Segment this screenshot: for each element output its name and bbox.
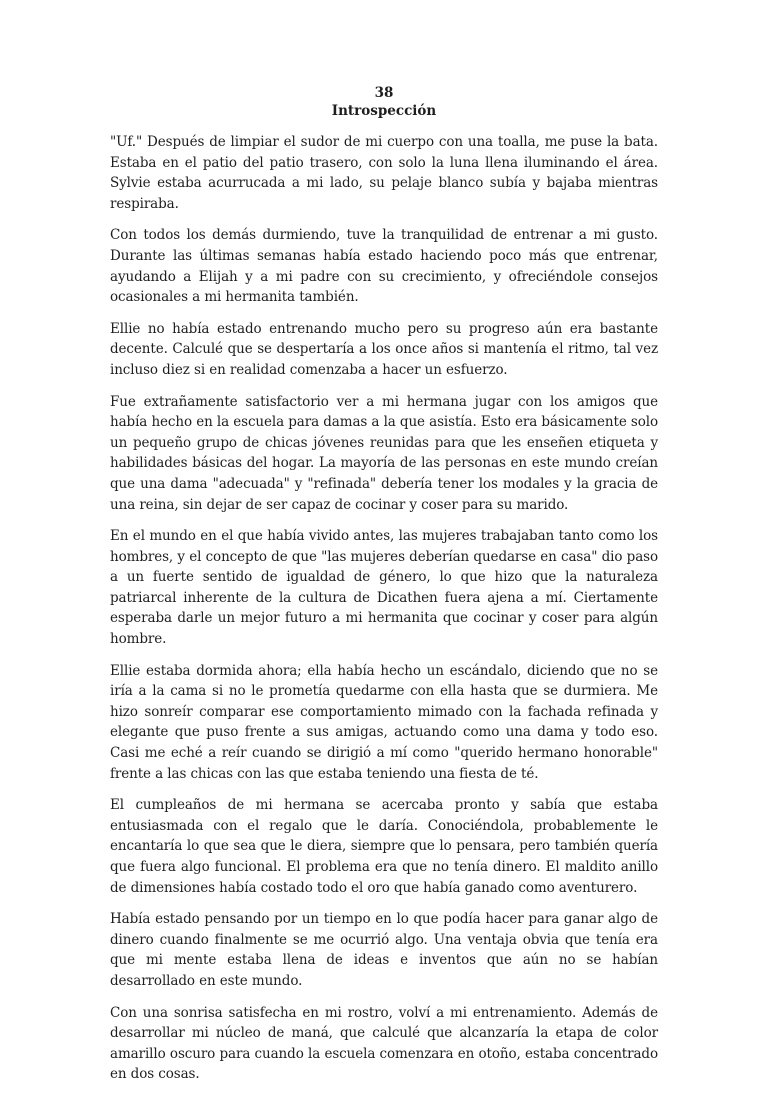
paragraph: Ellie estaba dormida ahora; ella había hecho un escándalo, diciendo que no se iría a la cama si no le prometía quedarme con ella hasta que se durmiera. Me hizo sonreír comparar ese comportamiento mimado con la fachada refinada y elegante que puso frente a sus amigas, actuando como una dama y todo eso. Casi me eché a reír cuando se dirigió a mí como "querido hermano honorable" frente a las chicas con las que estaba teniendo una fiesta de té. <box>110 662 658 782</box>
document-page <box>110 84 658 1096</box>
paragraph: El cumpleaños de mi hermana se acercaba pronto y sabía que estaba entusiasmada con el regalo que le daría. Conociéndola, probablemente le encantaría lo que sea que le diera, siempre que lo pensara, pero también quería que fuera algo funcional. El problema era que no tenía dinero. El maldito anillo de dimensiones había costado todo el oro que había ganado como aventurero. <box>110 797 658 896</box>
chapter-title: Introspección <box>331 103 437 119</box>
paragraph: "Uf." Después de limpiar el sudor de mi cuerpo con una toalla, me puse la bata. Estaba en el patio del patio trasero, con solo la luna llena iluminando el área. Sylvie estaba acurrucada a mi lado, su pelaje blanco subía y bajaba mientras respiraba. <box>110 134 658 212</box>
paragraph: Con una sonrisa satisfecha en mi rostro, volví a mi entrenamiento. Además de desarrollar mi núcleo de maná, que calculé que alcanzaría la etapa de color amarillo oscuro para cuando la escuela comenzara en otoño, estaba concentrado en dos cosas. <box>110 1004 658 1083</box>
paragraph: En el mundo en el que había vivido antes, las mujeres trabajaban tanto como los hombres, y el concepto de que "las mujeres deberían quedarse en casa" dio paso a un fuerte sentido de igualdad de género, lo que hizo que la naturaleza patriarcal inherente de la cultura de Dicathen fuera ajena a mí. Ciertamente esperaba darle un mejor futuro a mi hermanita que cocinar y coser para algún hombre. <box>110 528 658 648</box>
chapter-number: 38 <box>374 85 394 101</box>
paragraph: Con todos los demás durmiendo, tuve la tranquilidad de entrenar a mi gusto. Durante las últimas semanas había estado haciendo poco más que entrenar, ayudando a Elijah y a mi padre con su crecimiento, y ofreciéndole consejos ocasionales a mi hermanita también. <box>110 227 658 306</box>
paragraph: Había estado pensando por un tiempo en lo que podía hacer para ganar algo de dinero cuando finalmente se me ocurrió algo. Una ventaja obvia que tenía era que mi mente estaba llena de ideas e inventos que aún no se habían desarrollado en este mundo. <box>110 911 658 989</box>
paragraph: Ellie no había estado entrenando mucho pero su progreso aún era bastante decente. Calculé que se despertaría a los once años si mantenía el ritmo, tal vez incluso diez si en realidad comenzaba a hacer un esfuerzo. <box>110 320 658 378</box>
paragraph: Fue extrañamente satisfactorio ver a mi hermana jugar con los amigos que había hecho en la escuela para damas a la que asistía. Esto era básicamente solo un pequeño grupo de chicas jóvenes reunidas para que les enseñen etiqueta y habilidades básicas del hogar. La mayoría de las personas en este mundo creían que una dama "adecuada" y "refinada" debería tener los modales y la gracia de una reina, sin dejar de ser capaz de cocinar y coser para su marido. <box>110 393 658 513</box>
